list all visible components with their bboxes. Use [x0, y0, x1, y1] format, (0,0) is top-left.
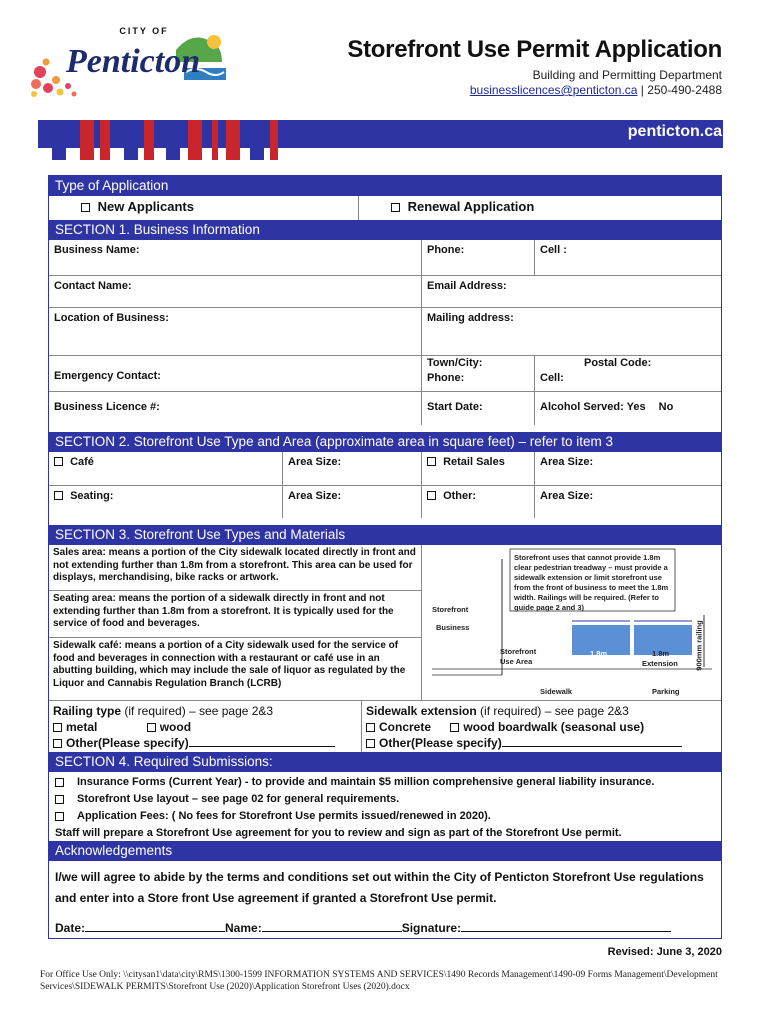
seating-row	[49, 485, 721, 518]
diagram-use-area-2: Use Area	[500, 657, 533, 666]
renewal-application-option[interactable]	[358, 196, 721, 220]
retail-sales-option[interactable]	[421, 452, 534, 485]
document-title: Storefront Use Permit Application	[347, 36, 722, 63]
layout-text: Storefront Use layout – see page 02 for general requirements.	[77, 793, 400, 805]
railing-other-label: Other(Please specify)	[66, 736, 189, 750]
brand-stripe-5	[144, 120, 154, 160]
wood-checkbox[interactable]	[147, 723, 156, 732]
new-applicants-label: New Applicants	[97, 199, 194, 214]
submission-fees[interactable]	[77, 808, 715, 825]
alcohol-no-label[interactable]: No	[658, 401, 674, 413]
brand-stripe-6	[166, 120, 180, 160]
diagram-treadway-2: Treadway	[582, 659, 617, 668]
retail-sales-label: Retail Sales	[443, 456, 505, 468]
cell-field[interactable]: Cell :	[534, 240, 721, 275]
business-name-row	[49, 240, 721, 275]
diagram-extension-1: 1.8m	[652, 649, 670, 658]
phone-number: 250-490-2488	[647, 83, 722, 97]
emergency-contact-field[interactable]: Emergency Contact:	[54, 370, 161, 382]
railing-other-option[interactable]	[53, 735, 357, 751]
sidewalk-cafe-text: means a portion of a City sidewalk used for the service of food and beverages in connection with a restaurant or café use in an abutting building, which may include the sale of liquor as regulated by the Liquor and Cannabis Regulation Branch (LCRB)	[53, 640, 406, 689]
diagram-treadway-1: 1.8m	[590, 649, 608, 658]
metal-label: metal	[66, 720, 98, 734]
diagram-storefront: Storefront	[432, 605, 469, 614]
sidewalk-extension-note: (if required) – see page 2&3	[476, 704, 629, 718]
submission-layout[interactable]	[77, 791, 715, 808]
brand-stripe-9	[226, 120, 240, 160]
diagram-railing: 900mm railing	[694, 620, 704, 671]
cafe-area-size[interactable]: Area Size:	[282, 452, 421, 485]
seating-area-text: means the portion of a sidewalk directly in front and not extending further than 1.8m from a storefront. It is typically used for the service of food and beverages.	[53, 593, 394, 629]
new-applicants-checkbox[interactable]	[81, 203, 90, 212]
brand-stripe-3	[100, 120, 110, 160]
extension-other-label: Other(Please specify)	[379, 736, 502, 750]
extension-material-options	[366, 719, 717, 735]
office-use-footer: For Office Use Only: \\citysan1\data\city\RMS\1300-1599 INFORMATION SYSTEMS AND SERVICES\1490 Records Management\1490-09 Forms Management\Development Services\SIDEWALK PERMITS\Storefront Use (2020)\Application Storefront Uses (2020).docx	[40, 970, 718, 992]
brand-stripe-7	[188, 120, 202, 160]
other-option[interactable]	[421, 486, 534, 518]
brand-bar	[38, 120, 723, 148]
brand-stripe-4	[124, 120, 138, 160]
date-line[interactable]	[85, 931, 225, 932]
sidewalk-extension-heading	[366, 703, 717, 719]
alcohol-served-label: Alcohol Served: Yes	[540, 401, 646, 413]
section-2-heading: SECTION 2. Storefront Use Type and Area (approximate area in square feet) – refer to item 3	[49, 432, 721, 452]
wood-label: wood	[159, 720, 192, 734]
seating-checkbox[interactable]	[54, 491, 63, 500]
new-applicants-option[interactable]	[49, 196, 358, 220]
diagram-extension-2: Extension	[642, 659, 678, 668]
sidewalk-diagram	[421, 545, 721, 700]
seating-area-size[interactable]: Area Size:	[282, 486, 421, 518]
extension-other-line[interactable]	[502, 746, 682, 747]
wood-boardwalk-option[interactable]	[450, 720, 644, 734]
phone-field[interactable]: Phone:	[421, 240, 534, 275]
extension-other-option[interactable]	[366, 735, 717, 751]
railing-other-line[interactable]	[189, 746, 335, 747]
date-label: Date:	[55, 921, 86, 935]
town-phone-cell	[421, 356, 534, 391]
mailing-address-field[interactable]: Mailing address:	[421, 308, 721, 355]
emergency-contact-row	[49, 355, 721, 391]
cafe-checkbox[interactable]	[54, 457, 63, 466]
contact-name-field[interactable]: Contact Name:	[54, 280, 132, 292]
storefront-types-row	[49, 545, 721, 700]
acknowledgement-text: I/we will agree to abide by the terms and conditions set out within the City of Penticton Storefront Use regulations and enter into a Store front Use agreement if granted a Storefront Use permit.	[55, 870, 704, 905]
railing-material-options	[53, 719, 357, 735]
website-label: penticton.ca	[627, 123, 722, 140]
revision-date: Revised: June 3, 2020	[607, 946, 722, 958]
wood-boardwalk-checkbox[interactable]	[450, 723, 459, 732]
submission-insurance[interactable]	[77, 774, 715, 791]
cafe-option[interactable]	[49, 452, 282, 485]
staff-note: Staff will prepare a Storefront Use agreement for you to review and sign as part of the Storefront Use permit.	[55, 827, 622, 839]
licence-row	[49, 391, 721, 425]
section-4-heading: SECTION 4. Required Submissions:	[49, 752, 721, 772]
diagram-note: Storefront uses that cannot provide 1.8m clear pedestrian treadway – must provide a sidewalk extension or limit storefront use from the front of business to meet the 1.8m width. Railings will be required. (Refer to guide page 2 and 3)	[514, 553, 669, 612]
diagram-use-area-1: Storefront	[500, 647, 537, 656]
diagram-sidewalk: Sidewalk	[540, 687, 573, 696]
sales-area-text: : means a portion of the City sidewalk located directly in front and not extending further than 1.8m from a storefront. This area can be used for displays, merchandising, bike racks or artwork.	[53, 547, 416, 583]
insurance-checkbox[interactable]	[55, 778, 64, 787]
insurance-text: Insurance Forms (Current Year) - to provide and maintain $5 million comprehensive general liability insurance.	[77, 776, 655, 788]
start-date-field[interactable]: Start Date:	[421, 392, 534, 425]
logo-city-of: CITY OF	[119, 26, 169, 36]
signature-label: Signature:	[401, 921, 462, 935]
brand-stripe-1	[52, 120, 66, 160]
postal-code-field[interactable]: Postal Code:	[584, 357, 652, 369]
department-name: Building and Permitting Department	[532, 68, 722, 82]
materials-row	[49, 700, 721, 752]
contact-line	[470, 83, 722, 97]
definitions-cell	[49, 545, 421, 700]
sidewalk-cafe-term: Sidewalk café:	[53, 640, 122, 651]
town-city-field[interactable]: Town/City:	[427, 357, 483, 369]
sales-area-term: Sales area	[53, 547, 103, 558]
required-submissions-list	[49, 772, 721, 827]
contact-name-row	[49, 275, 721, 307]
seating-label: Seating:	[70, 490, 114, 502]
wood-option[interactable]	[147, 720, 191, 734]
location-field[interactable]: Location of Business:	[54, 312, 169, 324]
name-label: Name:	[225, 921, 262, 935]
brand-stripe-10	[250, 120, 264, 160]
sales-area-definition	[49, 545, 421, 590]
cafe-row	[49, 452, 721, 485]
railing-type-note: (if required) – see page 2&3	[121, 704, 274, 718]
application-form	[48, 175, 722, 939]
city-logo	[26, 22, 231, 100]
metal-checkbox[interactable]	[53, 723, 62, 732]
layout-checkbox[interactable]	[55, 795, 64, 804]
seating-area-definition	[49, 590, 421, 637]
business-licence-field[interactable]: Business Licence #:	[54, 401, 160, 413]
fees-checkbox[interactable]	[55, 812, 64, 821]
phone-2-field[interactable]: Phone:	[427, 372, 465, 384]
acknowledgements-heading: Acknowledgements	[49, 841, 721, 861]
business-name-field[interactable]: Business Name:	[54, 244, 140, 256]
brand-stripe-8	[212, 120, 218, 160]
email-address-field[interactable]: Email Address:	[421, 276, 721, 307]
sidewalk-extension-cell	[361, 701, 721, 752]
signature-row	[49, 913, 721, 938]
alcohol-served-field[interactable]	[534, 392, 721, 425]
sidewalk-cafe-definition	[49, 637, 421, 692]
other-area-size[interactable]: Area Size:	[534, 486, 721, 518]
seating-area-term: Seating area:	[53, 593, 116, 604]
retail-sales-checkbox[interactable]	[427, 457, 436, 466]
other-label: Other:	[443, 490, 477, 502]
railing-type-label: Railing type	[53, 704, 122, 718]
retail-area-size[interactable]: Area Size:	[534, 452, 721, 485]
diagram-business: Business	[436, 623, 470, 632]
postal-cell	[534, 356, 721, 391]
concrete-option[interactable]	[366, 720, 431, 734]
railing-type-heading	[53, 703, 357, 719]
railing-type-cell	[49, 701, 361, 752]
extension-other-checkbox[interactable]	[366, 739, 375, 748]
type-of-application-heading: Type of Application	[49, 176, 721, 196]
sidewalk-extension-label: Sidewalk extension	[366, 704, 477, 718]
section-3-heading: SECTION 3. Storefront Use Types and Materials	[49, 525, 721, 545]
concrete-checkbox[interactable]	[366, 723, 375, 732]
brand-stripe-11	[270, 120, 278, 160]
email-link[interactable]: businesslicences@penticton.ca	[469, 83, 638, 97]
metal-option[interactable]	[53, 720, 97, 734]
contact-separator: |	[640, 83, 644, 97]
location-row	[49, 307, 721, 355]
logo-city-name: Penticton	[66, 43, 201, 80]
name-line[interactable]	[262, 931, 402, 932]
cafe-label: Café	[70, 456, 94, 468]
renewal-checkbox[interactable]	[391, 203, 400, 212]
seating-option[interactable]	[49, 486, 282, 518]
renewal-label: Renewal Application	[407, 199, 535, 214]
concrete-label: Concrete	[379, 720, 432, 734]
other-checkbox[interactable]	[427, 491, 436, 500]
diagram-parking: Parking	[652, 687, 680, 696]
railing-other-checkbox[interactable]	[53, 739, 62, 748]
signature-line[interactable]	[461, 931, 671, 932]
fees-text: Application Fees: ( No fees for Storefront Use permits issued/renewed in 2020).	[77, 810, 491, 822]
cell-2-field[interactable]: Cell:	[540, 372, 564, 384]
brand-stripe-2	[80, 120, 94, 160]
application-type-row	[49, 196, 721, 220]
wood-boardwalk-label: wood boardwalk (seasonal use)	[463, 720, 645, 734]
section-1-heading: SECTION 1. Business Information	[49, 220, 721, 240]
